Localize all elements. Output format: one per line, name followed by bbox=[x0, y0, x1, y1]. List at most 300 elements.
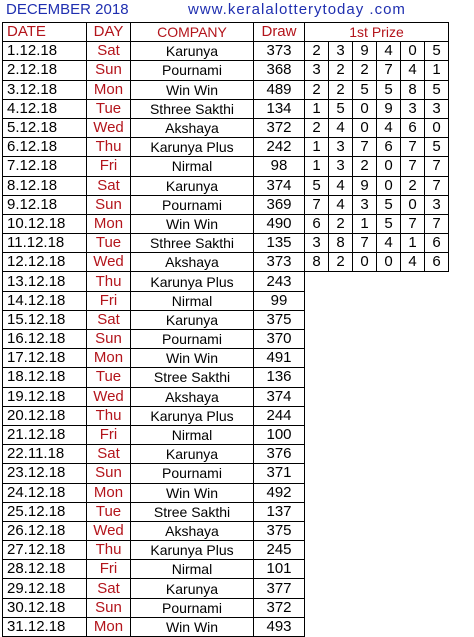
table-row bbox=[3, 387, 449, 406]
prize-digit-empty bbox=[329, 310, 353, 329]
prize-digit: 0 bbox=[377, 253, 401, 272]
prize-digit: 5 bbox=[353, 80, 377, 99]
row-draw: 99 bbox=[254, 291, 305, 310]
prize-digit-empty bbox=[353, 579, 377, 598]
prize-digit: 3 bbox=[329, 157, 353, 176]
row-company: Karunya bbox=[131, 310, 254, 329]
row-date: 26.12.18 bbox=[3, 521, 87, 540]
row-date: 17.12.18 bbox=[3, 349, 87, 368]
prize-digit: 3 bbox=[401, 99, 425, 118]
prize-digit-empty bbox=[425, 560, 449, 579]
row-draw: 372 bbox=[254, 598, 305, 617]
row-company: Pournami bbox=[131, 195, 254, 214]
prize-digit: 3 bbox=[305, 61, 329, 80]
row-date: 14.12.18 bbox=[3, 291, 87, 310]
prize-digit: 6 bbox=[401, 118, 425, 137]
prize-digit-empty bbox=[353, 310, 377, 329]
prize-digit-empty bbox=[425, 425, 449, 444]
row-company: Nirmal bbox=[131, 425, 254, 444]
table-row bbox=[3, 425, 449, 444]
prize-digit-empty bbox=[353, 483, 377, 502]
prize-digit-empty bbox=[401, 272, 425, 291]
row-company: Karunya bbox=[131, 176, 254, 195]
prize-digit: 7 bbox=[401, 214, 425, 233]
prize-digit: 4 bbox=[329, 176, 353, 195]
prize-digit-empty bbox=[425, 502, 449, 521]
prize-digit-empty bbox=[377, 464, 401, 483]
prize-digit: 0 bbox=[353, 118, 377, 137]
row-day: Mon bbox=[87, 80, 131, 99]
prize-digit-empty bbox=[353, 272, 377, 291]
prize-digit-empty bbox=[401, 541, 425, 560]
row-date: 25.12.18 bbox=[3, 502, 87, 521]
prize-digit: 3 bbox=[305, 234, 329, 253]
prize-digit-empty bbox=[305, 272, 329, 291]
prize-digit-empty bbox=[401, 387, 425, 406]
prize-digit-empty bbox=[353, 425, 377, 444]
prize-digit-empty bbox=[305, 483, 329, 502]
row-draw: 243 bbox=[254, 272, 305, 291]
prize-digit-empty bbox=[401, 291, 425, 310]
row-date: 23.12.18 bbox=[3, 464, 87, 483]
row-date: 6.12.18 bbox=[3, 138, 87, 157]
prize-digit-empty bbox=[401, 483, 425, 502]
row-date: 8.12.18 bbox=[3, 176, 87, 195]
prize-digit-empty bbox=[401, 464, 425, 483]
row-date: 30.12.18 bbox=[3, 598, 87, 617]
row-date: 1.12.18 bbox=[3, 42, 87, 61]
row-company: Pournami bbox=[131, 464, 254, 483]
row-date: 9.12.18 bbox=[3, 195, 87, 214]
row-day: Thu bbox=[87, 138, 131, 157]
row-day: Sun bbox=[87, 195, 131, 214]
row-draw: 374 bbox=[254, 387, 305, 406]
prize-digit: 0 bbox=[353, 253, 377, 272]
row-date: 20.12.18 bbox=[3, 406, 87, 425]
row-draw: 137 bbox=[254, 502, 305, 521]
prize-digit-empty bbox=[329, 272, 353, 291]
prize-digit: 1 bbox=[305, 99, 329, 118]
row-day: Thu bbox=[87, 541, 131, 560]
prize-digit: 4 bbox=[377, 234, 401, 253]
row-day: Tue bbox=[87, 502, 131, 521]
lottery-results-table bbox=[2, 22, 449, 637]
month-title: DECEMBER 2018 bbox=[6, 1, 129, 18]
prize-digit: 7 bbox=[425, 157, 449, 176]
prize-digit: 4 bbox=[329, 118, 353, 137]
prize-digit-empty bbox=[353, 330, 377, 349]
prize-digit: 0 bbox=[425, 118, 449, 137]
prize-digit: 5 bbox=[377, 195, 401, 214]
row-company: Win Win bbox=[131, 80, 254, 99]
prize-digit-empty bbox=[425, 387, 449, 406]
prize-digit-empty bbox=[377, 330, 401, 349]
prize-digit: 4 bbox=[329, 195, 353, 214]
table-row bbox=[3, 541, 449, 560]
prize-digit-empty bbox=[305, 368, 329, 387]
prize-digit: 9 bbox=[353, 42, 377, 61]
prize-digit-empty bbox=[401, 445, 425, 464]
row-company: Nirmal bbox=[131, 291, 254, 310]
table-row bbox=[3, 560, 449, 579]
prize-digit-empty bbox=[353, 617, 377, 636]
row-date: 4.12.18 bbox=[3, 99, 87, 118]
prize-digit-empty bbox=[329, 617, 353, 636]
prize-digit: 2 bbox=[401, 176, 425, 195]
row-draw: 493 bbox=[254, 617, 305, 636]
row-draw: 134 bbox=[254, 99, 305, 118]
row-company: Karunya bbox=[131, 42, 254, 61]
row-date: 19.12.18 bbox=[3, 387, 87, 406]
row-day: Wed bbox=[87, 253, 131, 272]
prize-digit-empty bbox=[401, 579, 425, 598]
row-day: Fri bbox=[87, 425, 131, 444]
prize-digit-empty bbox=[353, 406, 377, 425]
prize-digit-empty bbox=[329, 598, 353, 617]
prize-digit: 4 bbox=[401, 253, 425, 272]
table-row bbox=[3, 483, 449, 502]
prize-digit: 7 bbox=[425, 176, 449, 195]
row-day: Sun bbox=[87, 61, 131, 80]
row-date: 27.12.18 bbox=[3, 541, 87, 560]
row-draw: 98 bbox=[254, 157, 305, 176]
prize-digit-empty bbox=[353, 502, 377, 521]
prize-digit-empty bbox=[377, 310, 401, 329]
row-date: 10.12.18 bbox=[3, 214, 87, 233]
prize-digit: 7 bbox=[377, 61, 401, 80]
prize-digit-empty bbox=[305, 445, 329, 464]
row-day: Mon bbox=[87, 214, 131, 233]
prize-digit: 4 bbox=[401, 61, 425, 80]
row-date: 7.12.18 bbox=[3, 157, 87, 176]
prize-digit-empty bbox=[329, 291, 353, 310]
prize-digit: 5 bbox=[329, 99, 353, 118]
prize-digit: 5 bbox=[425, 42, 449, 61]
prize-digit-empty bbox=[377, 445, 401, 464]
row-date: 13.12.18 bbox=[3, 272, 87, 291]
prize-digit-empty bbox=[353, 521, 377, 540]
prize-digit-empty bbox=[401, 406, 425, 425]
prize-digit-empty bbox=[377, 406, 401, 425]
prize-digit-empty bbox=[425, 617, 449, 636]
prize-digit-empty bbox=[377, 560, 401, 579]
prize-digit-empty bbox=[353, 387, 377, 406]
row-date: 5.12.18 bbox=[3, 118, 87, 137]
table-row bbox=[3, 330, 449, 349]
site-url: www.keralalotterytoday .com bbox=[188, 1, 406, 18]
table-row bbox=[3, 406, 449, 425]
prize-digit: 2 bbox=[329, 214, 353, 233]
prize-digit-empty bbox=[401, 560, 425, 579]
prize-digit-empty bbox=[353, 598, 377, 617]
row-company: Akshaya bbox=[131, 387, 254, 406]
row-company: Sthree Sakthi bbox=[131, 99, 254, 118]
prize-digit: 5 bbox=[377, 80, 401, 99]
row-company: Win Win bbox=[131, 349, 254, 368]
prize-digit: 2 bbox=[353, 157, 377, 176]
prize-digit-empty bbox=[305, 502, 329, 521]
row-date: 29.12.18 bbox=[3, 579, 87, 598]
prize-digit-empty bbox=[377, 387, 401, 406]
row-draw: 377 bbox=[254, 579, 305, 598]
row-day: Sun bbox=[87, 598, 131, 617]
row-day: Wed bbox=[87, 521, 131, 540]
row-draw: 101 bbox=[254, 560, 305, 579]
row-date: 11.12.18 bbox=[3, 234, 87, 253]
prize-digit-empty bbox=[425, 445, 449, 464]
prize-digit: 5 bbox=[425, 80, 449, 99]
prize-digit-empty bbox=[353, 445, 377, 464]
row-company: Nirmal bbox=[131, 560, 254, 579]
row-day: Thu bbox=[87, 272, 131, 291]
row-draw: 489 bbox=[254, 80, 305, 99]
prize-digit-empty bbox=[425, 521, 449, 540]
prize-digit-empty bbox=[305, 387, 329, 406]
prize-digit: 6 bbox=[425, 234, 449, 253]
row-company: Karunya bbox=[131, 579, 254, 598]
prize-digit-empty bbox=[305, 406, 329, 425]
table-row bbox=[3, 368, 449, 387]
prize-digit: 2 bbox=[329, 253, 353, 272]
prize-digit-empty bbox=[329, 445, 353, 464]
prize-digit-empty bbox=[305, 349, 329, 368]
column-header-company: COMPANY bbox=[131, 23, 254, 42]
table-row bbox=[3, 502, 449, 521]
row-company: Karunya Plus bbox=[131, 272, 254, 291]
prize-digit: 2 bbox=[329, 80, 353, 99]
prize-digit-empty bbox=[377, 521, 401, 540]
prize-digit-empty bbox=[401, 598, 425, 617]
row-draw: 375 bbox=[254, 521, 305, 540]
row-draw: 373 bbox=[254, 253, 305, 272]
prize-digit-empty bbox=[377, 349, 401, 368]
table-row bbox=[3, 617, 449, 636]
prize-digit-empty bbox=[377, 483, 401, 502]
prize-digit-empty bbox=[425, 349, 449, 368]
row-date: 3.12.18 bbox=[3, 80, 87, 99]
table-row bbox=[3, 310, 449, 329]
table-row bbox=[3, 214, 449, 233]
table-row bbox=[3, 464, 449, 483]
row-draw: 375 bbox=[254, 310, 305, 329]
row-draw: 376 bbox=[254, 445, 305, 464]
prize-digit-empty bbox=[329, 464, 353, 483]
row-draw: 372 bbox=[254, 118, 305, 137]
row-date: 18.12.18 bbox=[3, 368, 87, 387]
row-day: Wed bbox=[87, 387, 131, 406]
row-draw: 492 bbox=[254, 483, 305, 502]
prize-digit-empty bbox=[401, 521, 425, 540]
row-draw: 490 bbox=[254, 214, 305, 233]
prize-digit: 8 bbox=[329, 234, 353, 253]
prize-digit-empty bbox=[329, 330, 353, 349]
row-draw: 245 bbox=[254, 541, 305, 560]
row-day: Mon bbox=[87, 483, 131, 502]
prize-digit: 0 bbox=[377, 176, 401, 195]
row-company: Akshaya bbox=[131, 253, 254, 272]
prize-digit-empty bbox=[401, 310, 425, 329]
table-header-row bbox=[3, 23, 449, 42]
row-date: 24.12.18 bbox=[3, 483, 87, 502]
prize-digit-empty bbox=[329, 406, 353, 425]
prize-digit-empty bbox=[305, 310, 329, 329]
row-company: Karunya Plus bbox=[131, 406, 254, 425]
prize-digit: 2 bbox=[329, 61, 353, 80]
prize-digit-empty bbox=[353, 560, 377, 579]
prize-digit-empty bbox=[425, 310, 449, 329]
row-date: 21.12.18 bbox=[3, 425, 87, 444]
row-draw: 368 bbox=[254, 61, 305, 80]
prize-digit-empty bbox=[305, 330, 329, 349]
row-company: Karunya Plus bbox=[131, 541, 254, 560]
row-draw: 136 bbox=[254, 368, 305, 387]
row-date: 22.11.18 bbox=[3, 445, 87, 464]
row-day: Fri bbox=[87, 157, 131, 176]
row-day: Mon bbox=[87, 349, 131, 368]
prize-digit-empty bbox=[353, 291, 377, 310]
prize-digit-empty bbox=[377, 502, 401, 521]
prize-digit-empty bbox=[353, 464, 377, 483]
row-draw: 373 bbox=[254, 42, 305, 61]
prize-digit: 1 bbox=[305, 157, 329, 176]
prize-digit-empty bbox=[329, 425, 353, 444]
row-draw: 100 bbox=[254, 425, 305, 444]
prize-digit-empty bbox=[401, 425, 425, 444]
prize-digit: 5 bbox=[305, 176, 329, 195]
page-header bbox=[0, 0, 474, 22]
row-day: Thu bbox=[87, 406, 131, 425]
prize-digit: 7 bbox=[401, 138, 425, 157]
prize-digit-empty bbox=[377, 272, 401, 291]
row-company: Win Win bbox=[131, 483, 254, 502]
prize-digit-empty bbox=[401, 368, 425, 387]
row-date: 16.12.18 bbox=[3, 330, 87, 349]
prize-digit: 0 bbox=[353, 99, 377, 118]
row-day: Tue bbox=[87, 234, 131, 253]
prize-digit: 3 bbox=[353, 195, 377, 214]
prize-digit: 4 bbox=[377, 42, 401, 61]
row-day: Sat bbox=[87, 310, 131, 329]
table-row bbox=[3, 61, 449, 80]
row-draw: 369 bbox=[254, 195, 305, 214]
prize-digit: 3 bbox=[329, 42, 353, 61]
prize-digit-empty bbox=[377, 425, 401, 444]
table-row bbox=[3, 253, 449, 272]
prize-digit-empty bbox=[329, 579, 353, 598]
table-row bbox=[3, 157, 449, 176]
prize-digit: 5 bbox=[425, 138, 449, 157]
prize-digit-empty bbox=[353, 368, 377, 387]
row-draw: 242 bbox=[254, 138, 305, 157]
table-row bbox=[3, 234, 449, 253]
table-row bbox=[3, 598, 449, 617]
prize-digit: 7 bbox=[353, 234, 377, 253]
row-company: Stree Sakthi bbox=[131, 368, 254, 387]
prize-digit: 3 bbox=[425, 99, 449, 118]
table-row bbox=[3, 118, 449, 137]
prize-digit-empty bbox=[377, 617, 401, 636]
prize-digit: 6 bbox=[425, 253, 449, 272]
column-header-date: DATE bbox=[3, 23, 87, 42]
row-company: Win Win bbox=[131, 617, 254, 636]
prize-digit: 1 bbox=[353, 214, 377, 233]
prize-digit-empty bbox=[329, 387, 353, 406]
prize-digit: 9 bbox=[377, 99, 401, 118]
prize-digit-empty bbox=[401, 349, 425, 368]
prize-digit: 0 bbox=[401, 42, 425, 61]
row-company: Sthree Sakthi bbox=[131, 234, 254, 253]
row-company: Akshaya bbox=[131, 521, 254, 540]
prize-digit-empty bbox=[329, 349, 353, 368]
prize-digit: 6 bbox=[305, 214, 329, 233]
prize-digit-empty bbox=[305, 291, 329, 310]
prize-digit: 3 bbox=[329, 138, 353, 157]
prize-digit-empty bbox=[377, 598, 401, 617]
prize-digit: 3 bbox=[425, 195, 449, 214]
prize-digit: 7 bbox=[425, 214, 449, 233]
row-company: Pournami bbox=[131, 598, 254, 617]
prize-digit: 7 bbox=[305, 195, 329, 214]
table-row bbox=[3, 80, 449, 99]
row-day: Sun bbox=[87, 330, 131, 349]
table-row bbox=[3, 99, 449, 118]
prize-digit-empty bbox=[425, 541, 449, 560]
column-header-prize: 1st Prize bbox=[305, 23, 449, 42]
row-date: 2.12.18 bbox=[3, 61, 87, 80]
prize-digit-empty bbox=[377, 291, 401, 310]
row-day: Tue bbox=[87, 368, 131, 387]
prize-digit: 8 bbox=[401, 80, 425, 99]
prize-digit: 6 bbox=[377, 138, 401, 157]
prize-digit-empty bbox=[353, 541, 377, 560]
row-draw: 135 bbox=[254, 234, 305, 253]
row-day: Fri bbox=[87, 291, 131, 310]
prize-digit: 2 bbox=[305, 80, 329, 99]
table-row bbox=[3, 579, 449, 598]
column-header-day: DAY bbox=[87, 23, 131, 42]
prize-digit-empty bbox=[329, 483, 353, 502]
prize-digit-empty bbox=[425, 464, 449, 483]
row-day: Sat bbox=[87, 579, 131, 598]
prize-digit: 4 bbox=[377, 118, 401, 137]
prize-digit: 2 bbox=[305, 118, 329, 137]
prize-digit-empty bbox=[305, 560, 329, 579]
row-day: Sat bbox=[87, 445, 131, 464]
row-day: Sat bbox=[87, 42, 131, 61]
row-company: Nirmal bbox=[131, 157, 254, 176]
prize-digit-empty bbox=[305, 425, 329, 444]
prize-digit-empty bbox=[401, 330, 425, 349]
row-company: Stree Sakthi bbox=[131, 502, 254, 521]
prize-digit-empty bbox=[305, 464, 329, 483]
row-day: Wed bbox=[87, 118, 131, 137]
row-draw: 244 bbox=[254, 406, 305, 425]
prize-digit-empty bbox=[305, 579, 329, 598]
prize-digit: 2 bbox=[353, 61, 377, 80]
table-body bbox=[3, 42, 449, 637]
row-company: Karunya Plus bbox=[131, 138, 254, 157]
prize-digit-empty bbox=[401, 502, 425, 521]
prize-digit: 2 bbox=[305, 42, 329, 61]
row-draw: 491 bbox=[254, 349, 305, 368]
prize-digit: 5 bbox=[377, 214, 401, 233]
row-date: 15.12.18 bbox=[3, 310, 87, 329]
prize-digit-empty bbox=[401, 617, 425, 636]
prize-digit-empty bbox=[329, 368, 353, 387]
row-draw: 370 bbox=[254, 330, 305, 349]
prize-digit: 7 bbox=[401, 157, 425, 176]
table-row bbox=[3, 349, 449, 368]
